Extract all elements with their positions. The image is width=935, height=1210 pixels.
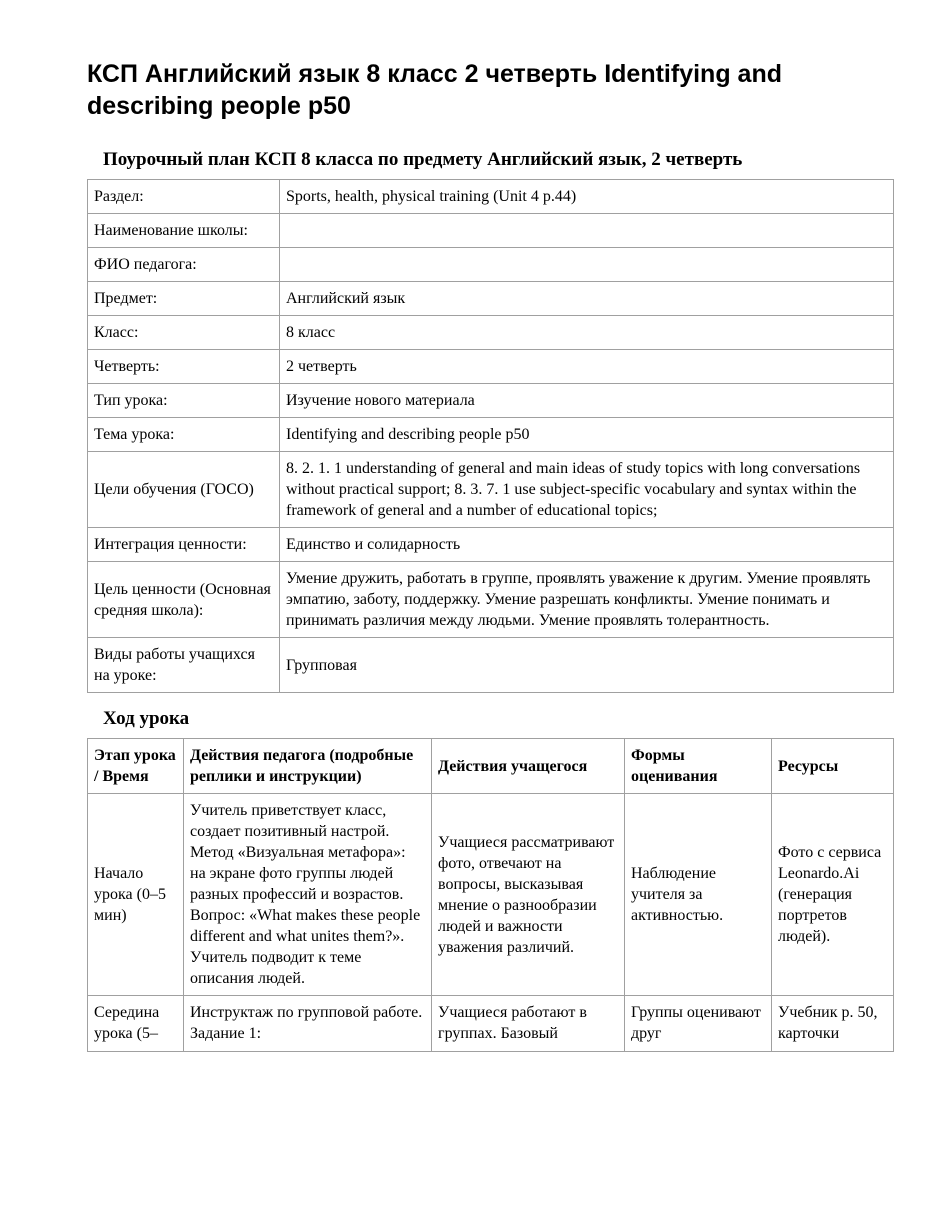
column-header-resources: Ресурсы [772,739,894,794]
info-label: Тип урока: [88,384,280,418]
plan-heading: Поурочный план КСП 8 класса по предмету Английский язык, 2 четверть [103,149,743,170]
info-label: Виды работы учащихся на уроке: [88,638,280,693]
info-value: 8. 2. 1. 1 understanding of general and main ideas of study topics with long conversations without practical support; 8. 3. 7. 1 use subject-specific vocabulary and syntax within the framework of general and a number of educational topics; [280,452,894,528]
column-header-student-actions: Действия учащегося [432,739,625,794]
assessment-cell [625,996,772,1052]
info-label: Предмет: [88,282,280,316]
info-label: Цель ценности (Основная средняя школа): [88,562,280,638]
info-value: Identifying and describing people p50 [280,418,894,452]
lesson-info-table [87,179,894,693]
stage-cell [88,996,184,1052]
teacher-actions-text: Инструктаж по групповой работе. Задание 1: [190,1004,423,1042]
info-row-subject [88,282,894,316]
table-row [88,794,894,996]
info-label: ФИО педагога: [88,248,280,282]
info-row-quarter [88,350,894,384]
info-value [280,248,894,282]
info-label: Цели обучения (ГОСО) [88,452,280,528]
info-label: Раздел: [88,180,280,214]
column-header-stage: Этап урока / Время [88,739,184,794]
info-row-value-integration [88,528,894,562]
assessment-text: Группы оценивают друг [631,1004,761,1042]
info-value: Изучение нового материала [280,384,894,418]
lesson-progress-heading: Ход урока [103,708,190,729]
info-row-work-types [88,638,894,693]
info-row-grade [88,316,894,350]
resources-text: Учебник p. 50, карточки [778,1004,878,1042]
info-row-school [88,214,894,248]
assessment-cell: Наблюдение учителя за активностью. [625,794,772,996]
info-value: Групповая [280,638,894,693]
stage-text: Середина урока (5– [94,1004,160,1042]
column-header-teacher-actions: Действия педагога (подробные реплики и инструкции) [184,739,432,794]
document-page [87,58,893,1052]
lesson-steps-table [87,738,894,1052]
stage-cell: Начало урока (0–5 мин) [88,794,184,996]
info-value: Умение дружить, работать в группе, проявлять уважение к другим. Умение проявлять эмпатию, заботу, поддержку. Умение разрешать конфликты. Умение понимать и принимать различия между людьми. Умение проявлять толерантность. [280,562,894,638]
info-label: Интеграция ценности: [88,528,280,562]
info-value: Sports, health, physical training (Unit 4 p.44) [280,180,894,214]
student-actions-cell: Учащиеся рассматривают фото, отвечают на вопросы, высказывая мнение о разнообразии людей и важности уважения различий. [432,794,625,996]
column-header-assessment: Формы оценивания [625,739,772,794]
table-row [88,996,894,1052]
info-row-lesson-topic [88,418,894,452]
info-label: Наименование школы: [88,214,280,248]
info-row-section [88,180,894,214]
info-label: Четверть: [88,350,280,384]
document-title: КСП Английский язык 8 класс 2 четверть Identifying and describing people p50 [87,60,782,120]
student-actions-cell [432,996,625,1052]
info-value: Английский язык [280,282,894,316]
info-value: 2 четверть [280,350,894,384]
info-row-teacher [88,248,894,282]
info-value: Единство и солидарность [280,528,894,562]
info-value: 8 класс [280,316,894,350]
student-actions-text: Учащиеся работают в группах. Базовый [438,1004,587,1042]
info-row-learning-goals [88,452,894,528]
info-row-value-goal [88,562,894,638]
resources-cell [772,996,894,1052]
info-label: Тема урока: [88,418,280,452]
resources-cell: Фото с сервиса Leonardo.Ai (генерация портретов людей). [772,794,894,996]
info-value [280,214,894,248]
info-label: Класс: [88,316,280,350]
teacher-actions-cell [184,996,432,1052]
teacher-actions-cell: Учитель приветствует класс, создает позитивный настрой. Метод «Визуальная метафора»: на экране фото группы людей разных профессий и возрастов. Вопрос: «What makes these people different and what unites them?». Учитель подводит к теме описания людей. [184,794,432,996]
steps-header-row [88,739,894,794]
info-row-lesson-type [88,384,894,418]
